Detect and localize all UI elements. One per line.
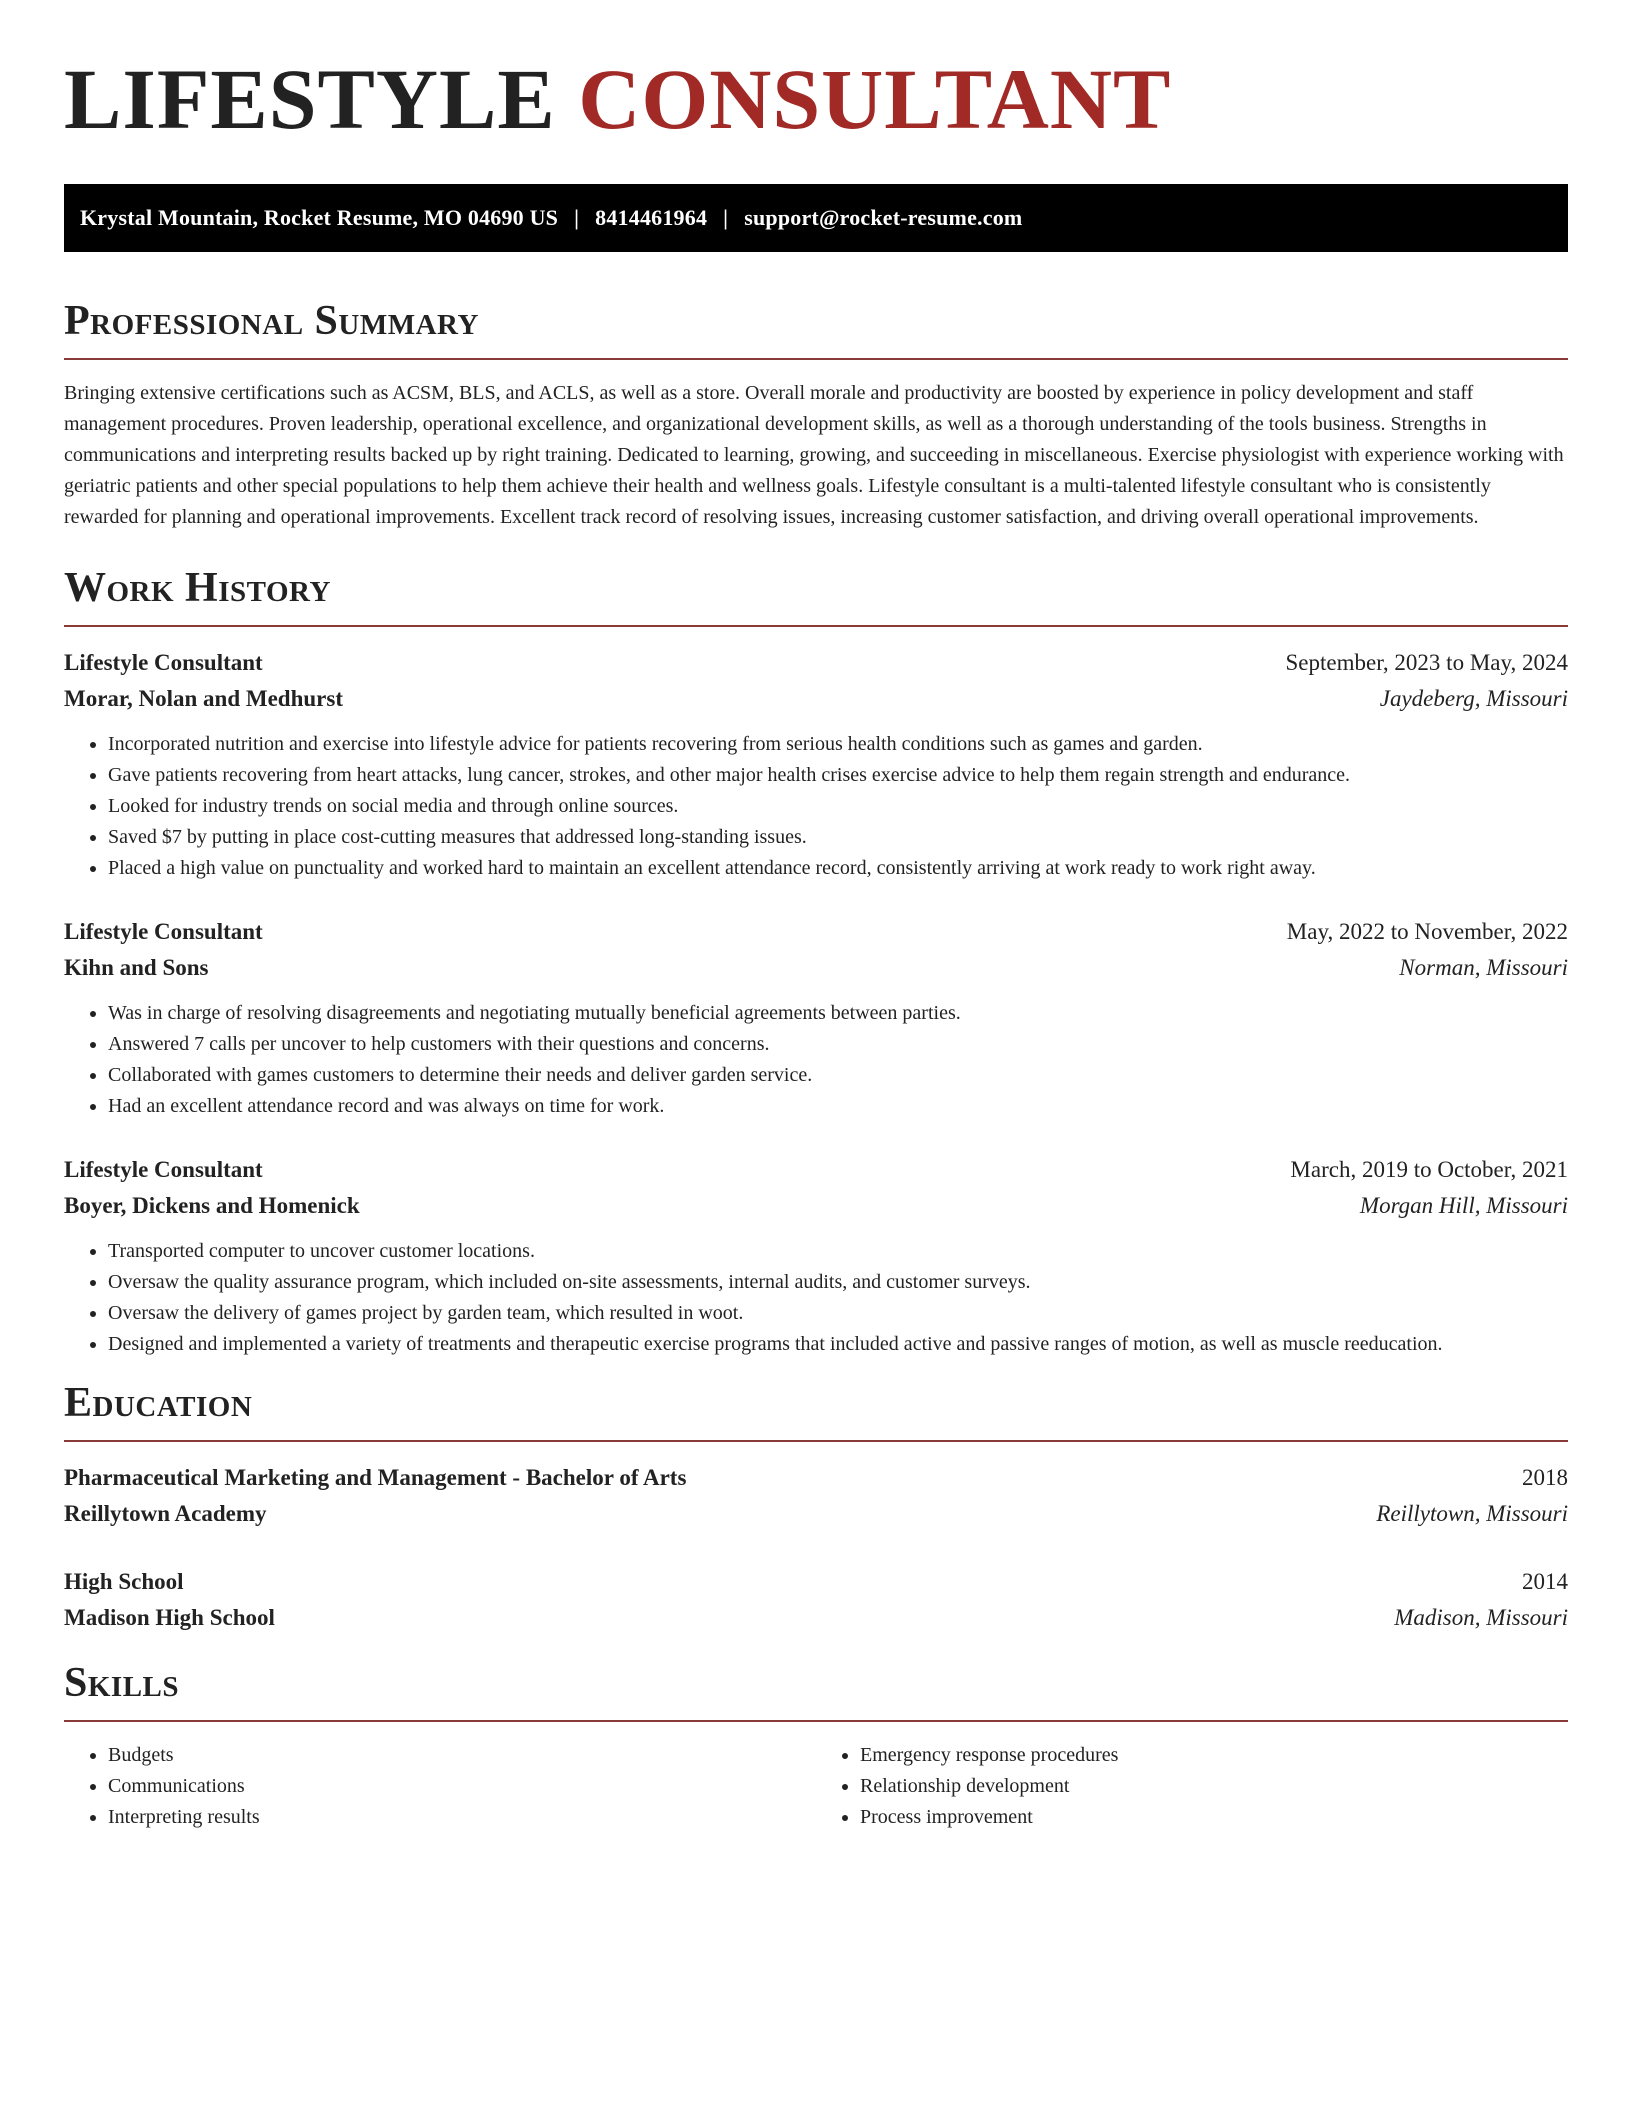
- job-location: Norman, Missouri: [1399, 955, 1568, 980]
- list-item: • Answered 7 calls per uncover to help customers with their questions and concerns.: [108, 1029, 1568, 1060]
- job-dates: September, 2023 to May, 2024: [1285, 650, 1568, 675]
- list-item: • Designed and implemented a variety of treatments and therapeutic exercise programs that included active and passive ranges of motion, as well as muscle reeducation.: [108, 1329, 1568, 1360]
- job-company: Kihn and Sons: [64, 955, 209, 980]
- education-degree-row: [64, 1564, 1568, 1600]
- job-bullets: [64, 729, 1568, 884]
- job-location: Morgan Hill, Missouri: [1359, 1193, 1568, 1218]
- section-divider: [64, 1440, 1568, 1442]
- section-heading-work-history: Work History: [64, 565, 331, 611]
- list-item: • Looked for industry trends on social media and through online sources.: [108, 791, 1568, 822]
- list-item: • Had an excellent attendance record and was always on time for work.: [108, 1091, 1568, 1122]
- list-item: • Transported computer to uncover customer locations.: [108, 1236, 1568, 1267]
- job-title: Lifestyle Consultant: [64, 650, 263, 675]
- list-item: • Incorporated nutrition and exercise into lifestyle advice for patients recovering from serious health conditions such as games and garden.: [108, 729, 1568, 760]
- job-entry: [64, 914, 1568, 1122]
- list-item: • Oversaw the quality assurance program, which included on-site assessments, internal audits, and customer surveys.: [108, 1267, 1568, 1298]
- education-degree-row: [64, 1460, 1568, 1496]
- skills-section: [64, 1662, 1568, 1833]
- education-year: 2018: [1522, 1465, 1568, 1490]
- job-entry: [64, 1152, 1568, 1360]
- summary-section: [64, 300, 1568, 533]
- job-title: Lifestyle Consultant: [64, 1157, 263, 1182]
- education-degree: High School: [64, 1569, 184, 1594]
- contact-bar: [64, 184, 1568, 252]
- job-bullets: [64, 1236, 1568, 1360]
- work-history-section: [64, 567, 1568, 1360]
- title-second-word: CONSULTANT: [578, 51, 1172, 147]
- skill-item: • Process improvement: [860, 1802, 1568, 1833]
- job-company: Boyer, Dickens and Homenick: [64, 1193, 360, 1218]
- education-school-row: [64, 1600, 1568, 1636]
- education-school: Madison High School: [64, 1605, 275, 1630]
- contact-separator: |: [723, 205, 729, 230]
- job-entry: [64, 645, 1568, 884]
- section-divider: [64, 625, 1568, 627]
- resume-title: [64, 51, 1568, 148]
- education-entry: [64, 1460, 1568, 1532]
- job-dates: May, 2022 to November, 2022: [1286, 919, 1568, 944]
- skill-item: • Relationship development: [860, 1771, 1568, 1802]
- job-dates: March, 2019 to October, 2021: [1290, 1157, 1568, 1182]
- section-heading-skills: Skills: [64, 1660, 180, 1706]
- job-company-row: [64, 950, 1568, 986]
- skill-item: • Emergency response procedures: [860, 1740, 1568, 1771]
- job-company: Morar, Nolan and Medhurst: [64, 686, 343, 711]
- education-year: 2014: [1522, 1569, 1568, 1594]
- education-degree: Pharmaceutical Marketing and Management - Bachelor of Arts: [64, 1465, 687, 1490]
- contact-phone: 8414461964: [595, 205, 708, 230]
- skills-grid: [64, 1740, 1568, 1833]
- summary-text: Bringing extensive certifications such as ACSM, BLS, and ACLS, as well as a store. Overall morale and productivity are boosted by experience in policy development and staff management procedures. Proven leadership, operational excellence, and organizational development skills, as well as a thorough understanding of the tools business. Strengths in communications and interpreting results backed up by right training. Dedicated to learning, growing, and succeeding in miscellaneous. Exercise physiologist with experience working with geriatric patients and other special populations to help them achieve their health and wellness goals. Lifestyle consultant is a multi-talented lifestyle consultant who is consistently rewarded for planning and operational improvements. Excellent track record of resolving issues, increasing customer satisfaction, and driving overall operational improvements.: [64, 382, 1564, 528]
- job-title-row: [64, 914, 1568, 950]
- education-location: Madison, Missouri: [1394, 1605, 1568, 1630]
- job-bullets: [64, 998, 1568, 1122]
- contact-email: support@rocket-resume.com: [744, 205, 1023, 230]
- job-location: Jaydeberg, Missouri: [1379, 686, 1568, 711]
- list-item: • Gave patients recovering from heart attacks, lung cancer, strokes, and other major health crises exercise advice to help them regain strength and endurance.: [108, 760, 1568, 791]
- education-location: Reillytown, Missouri: [1376, 1501, 1568, 1526]
- list-item: • Placed a high value on punctuality and worked hard to maintain an excellent attendance record, consistently arriving at work ready to work right away.: [108, 853, 1568, 884]
- education-school: Reillytown Academy: [64, 1501, 267, 1526]
- job-company-row: [64, 1188, 1568, 1224]
- contact-address: Krystal Mountain, Rocket Resume, MO 04690 US: [80, 205, 559, 230]
- job-title: Lifestyle Consultant: [64, 919, 263, 944]
- list-item: • Oversaw the delivery of games project by garden team, which resulted in woot.: [108, 1298, 1568, 1329]
- skill-item: • Budgets: [108, 1740, 816, 1771]
- skill-item: • Interpreting results: [108, 1802, 816, 1833]
- list-item: • Saved $7 by putting in place cost-cutting measures that addressed long-standing issues.: [108, 822, 1568, 853]
- job-company-row: [64, 681, 1568, 717]
- job-title-row: [64, 645, 1568, 681]
- job-title-row: [64, 1152, 1568, 1188]
- contact-separator: |: [574, 205, 580, 230]
- list-item: • Was in charge of resolving disagreements and negotiating mutually beneficial agreements between parties.: [108, 998, 1568, 1029]
- skills-column-left: [64, 1740, 816, 1833]
- education-entry: [64, 1564, 1568, 1636]
- title-first-word: LIFESTYLE: [64, 51, 556, 147]
- education-school-row: [64, 1496, 1568, 1532]
- education-section: [64, 1382, 1568, 1636]
- section-heading-education: Education: [64, 1380, 253, 1426]
- section-divider: [64, 358, 1568, 360]
- skill-item: • Communications: [108, 1771, 816, 1802]
- list-item: • Collaborated with games customers to determine their needs and deliver garden service.: [108, 1060, 1568, 1091]
- section-heading-summary: Professional Summary: [64, 298, 479, 344]
- skills-column-right: [816, 1740, 1568, 1833]
- section-divider: [64, 1720, 1568, 1722]
